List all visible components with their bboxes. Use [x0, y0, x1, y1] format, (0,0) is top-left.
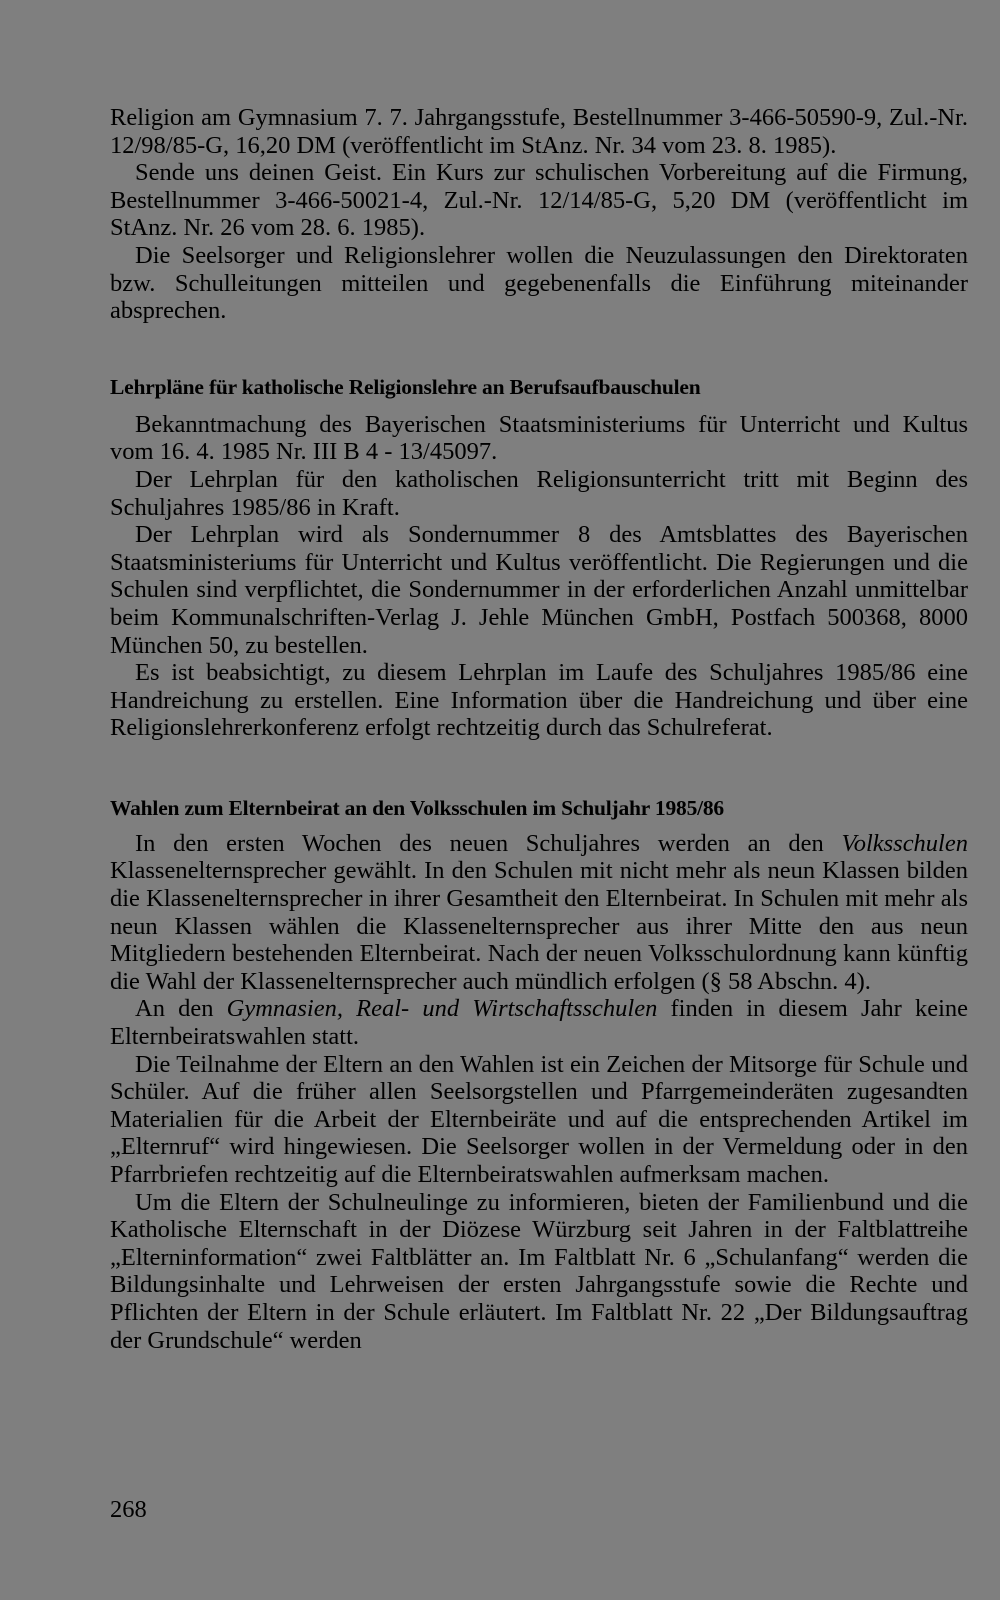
emphasis-text: Volksschulen: [841, 829, 968, 857]
body-paragraph: Der Lehrplan wird als Sondernummer 8 des Amtsblattes des Bayerischen Staatsministeriums für Unterricht und Kultus veröffentlicht. Die Regierungen und die Schulen sind verpflichtet, die Sondernummer in der erforderlichen Anzahl unmittelbar beim Kommunalschriften-Verlag J. Jehle München GmbH, Postfach 500368, 8000 München 50, zu bestellen.: [110, 521, 968, 659]
body-paragraph: Sende uns deinen Geist. Ein Kurs zur schulischen Vorbereitung auf die Firmung, Bestellnummer 3-466-50021-4, Zul.-Nr. 12/14/85-G, 5,20 DM (veröffentlicht im StAnz. Nr. 26 vom 28. 6. 1985).: [110, 159, 968, 242]
text-run: In den ersten Wochen des neuen Schuljahres werden an den: [135, 829, 842, 857]
emphasis-text: Gymnasien, Real- und Wirtschaftsschulen: [226, 995, 658, 1023]
body-paragraph: Religion am Gymnasium 7. 7. Jahrgangsstufe, Bestellnummer 3-466-50590-9, Zul.-Nr. 12/98/85-G, 16,20 DM (veröffentlicht im StAnz. Nr. 34 vom 23. 8. 1985).: [110, 104, 968, 159]
body-paragraph: Der Lehrplan für den katholischen Religionsunterricht tritt mit Beginn des Schuljahres 1985/86 in Kraft.: [110, 465, 968, 521]
body-paragraph: Die Seelsorger und Religionslehrer wollen die Neuzulassungen den Direktoraten bzw. Schulleitungen mitteilen und gegebenenfalls die Einführung miteinander absprechen.: [110, 241, 968, 325]
body-paragraph: Um die Eltern der Schulneulinge zu informieren, bieten der Familienbund und die Katholische Elternschaft in der Diözese Würzburg seit Jahren in der Faltblattreihe „Elterninformation“ zwei Faltblätter an. Im Faltblatt Nr. 6 „Schulanfang“ werden die Bildungsinhalte und Lehrweisen der ersten Jahrgangsstufe sowie die Rechte und Pflichten der Eltern in der Schule erläutert. Im Faltblatt Nr. 22 „Der Bildungsauftrag der Grundschule“ werden: [110, 1188, 968, 1354]
body-paragraph: Bekanntmachung des Bayerischen Staatsministeriums für Unterricht und Kultus vom 16. 4. 1985 Nr. III B 4 - 13/45097.: [110, 410, 968, 466]
body-paragraph: [110, 830, 968, 996]
body-paragraph: Es ist beabsichtigt, zu diesem Lehrplan im Laufe des Schuljahres 1985/86 eine Handreichung zu erstellen. Eine Information über die Handreichung und über eine Religionslehrerkonferenz erfolgt rechtzeitig durch das Schulreferat.: [110, 659, 968, 742]
body-paragraph: Die Teilnahme der Eltern an den Wahlen ist ein Zeichen der Mitsorge für Schule und Schüler. Auf die früher allen Seelsorgstellen und Pfarrgemeinderäten zugesandten Materialien für die Arbeit der Elternbeiräte und auf die entsprechenden Artikel im „Elternruf“ wird hingewiesen. Die Seelsorger wollen in der Vermeldung oder in den Pfarrbriefen rechtzeitig auf die Elternbeiratswahlen aufmerksam machen.: [110, 1050, 968, 1188]
text-run: Klassenelternsprecher gewählt. In den Schulen mit nicht mehr als neun Klassen bilden die Klassenelternsprecher in ihrer Gesamtheit den Elternbeirat. In Schulen mit mehr als neun Klassen wählen die Klassenelternsprecher aus ihrer Mitte den aus neun Mitgliedern bestehenden Elternbeirat. Nach der neuen Volksschulordnung kann künftig die Wahl der Klassenelternsprecher auch mündlich erfolgen (§ 58 Abschn. 4).: [110, 857, 968, 995]
page-number: 268: [110, 1496, 147, 1523]
text-run: An den: [135, 995, 227, 1023]
text-run: finden in diesem Jahr keine Elternbeiratswahlen statt.: [110, 995, 969, 1051]
section-heading: Lehrpläne für katholische Religionslehre an Berufsaufbauschulen: [110, 374, 701, 399]
body-paragraph: [110, 995, 968, 1050]
section-heading: Wahlen zum Elternbeirat an den Volksschulen im Schuljahr 1985/86: [110, 795, 724, 820]
page-content: [110, 104, 968, 1354]
